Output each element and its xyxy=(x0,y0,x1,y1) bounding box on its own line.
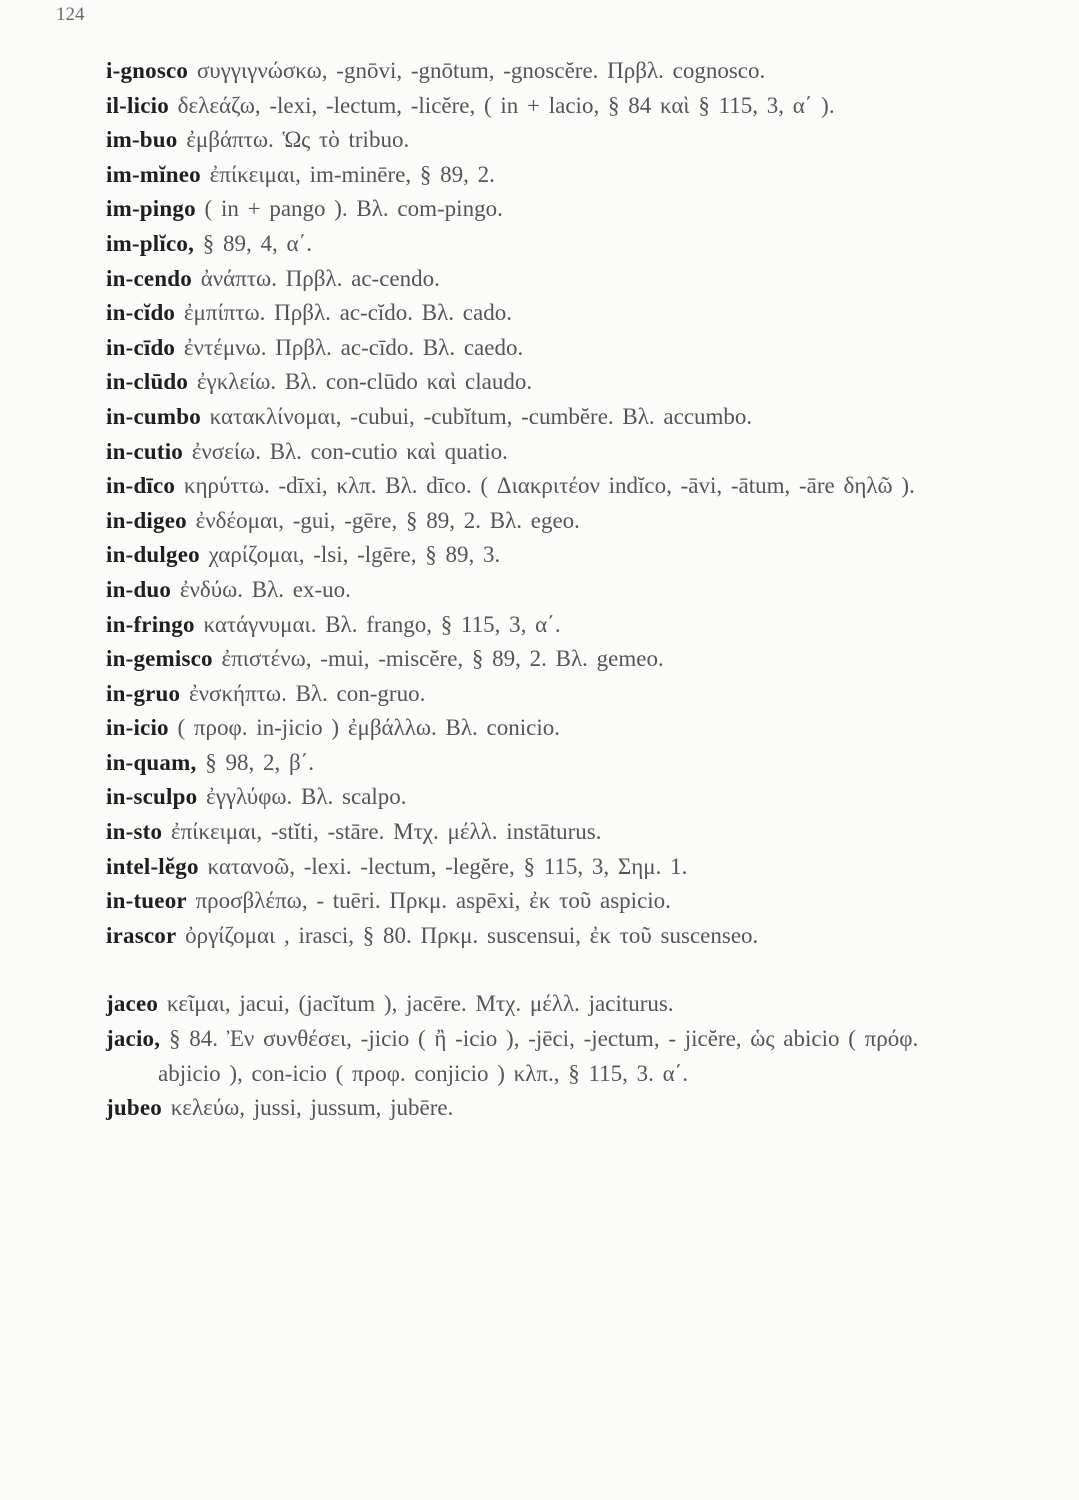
entry-definition: ἐγκλείω. Βλ. con-clūdo καὶ claudo. xyxy=(196,369,533,395)
entry-definition: κεῖμαι, jacui, (jacĭtum ), jacēre. Μτχ. μέλλ. jaciturus. xyxy=(166,991,674,1017)
entry-definition: ἐνσείω. Βλ. con-cutio καὶ quatio. xyxy=(191,438,508,464)
entry xyxy=(106,123,986,158)
entry-headword: in-dulgeo xyxy=(106,542,200,568)
entry-definition: ( προφ. in-jicio ) ἐμβάλλω. Βλ. conicio. xyxy=(177,715,560,741)
entry-headword: im-buo xyxy=(106,127,178,153)
entry xyxy=(106,538,986,573)
entry-definition: προσβλέπω, - tuēri. Πρκμ. aspēxi, ἐκ τοῦ aspicio. xyxy=(195,888,671,914)
entry-definition: § 89, 4, α΄. xyxy=(202,230,313,256)
entry-definition: συγγιγνώσκω, -gnōvi, -gnōtum, -gnoscĕre. Πρβλ. cognosco. xyxy=(196,58,766,83)
entry xyxy=(106,815,986,850)
entry-definition: ὀργίζομαι , irasci, § 80. Πρκμ. suscensui, ἐκ τοῦ suscenseo. xyxy=(185,922,759,948)
entry-definition: ἐνδέομαι, -gui, -gēre, § 89, 2. Βλ. egeo. xyxy=(195,507,580,533)
entry-headword: jubeo xyxy=(106,1095,162,1121)
entry xyxy=(106,296,986,331)
entry xyxy=(106,1022,986,1091)
entry-definition: ἐνδύω. Βλ. ex-uo. xyxy=(179,576,351,602)
entry xyxy=(106,746,986,781)
entry xyxy=(106,919,986,954)
entry-headword: in-quam, xyxy=(106,749,197,775)
entry-headword: in-dīco xyxy=(106,473,176,499)
entry-headword: in-cendo xyxy=(106,265,192,291)
entry-headword: in-digeo xyxy=(106,507,187,533)
entry xyxy=(106,642,986,677)
entry-definition: ἀνάπτω. Πρβλ. ac-cendo. xyxy=(200,265,440,291)
entry-headword: im-plĭco, xyxy=(106,230,195,256)
entry xyxy=(106,987,986,1022)
entry-definition: § 98, 2, β΄. xyxy=(205,749,315,775)
entry-definition: ἐνσκήπτω. Βλ. con-gruo. xyxy=(189,680,426,706)
entry-definition: κατακλίνομαι, -cubui, -cubĭtum, -cumbĕre. Βλ. accumbo. xyxy=(209,403,753,429)
entry-headword: jacio, xyxy=(106,1026,161,1052)
entry xyxy=(106,435,986,470)
entry-headword: i-gnosco xyxy=(106,58,189,83)
entry-headword: in-sculpo xyxy=(106,784,198,810)
entry-headword: in-cumbo xyxy=(106,403,201,429)
entry-definition: κατανοῶ, -lexi. -lectum, -legĕre, § 115, 3, Σημ. 1. xyxy=(207,853,688,879)
entry-headword: in-gruo xyxy=(106,680,181,706)
dictionary-entries xyxy=(106,54,986,1126)
entry-definition: κηρύττω. -dīxi, κλπ. Βλ. dīco. ( Διακριτέον indĭco, -āvi, -ātum, -āre δηλῶ ). xyxy=(183,473,915,499)
entry-headword: in-gemisco xyxy=(106,646,213,672)
entry xyxy=(106,54,986,89)
entry-headword: in-cutio xyxy=(106,438,183,464)
entry-definition: ( in + pango ). Βλ. com-pingo. xyxy=(204,196,503,222)
entry xyxy=(106,365,986,400)
entry xyxy=(106,158,986,193)
section-gap xyxy=(106,953,986,987)
entry-headword: im-mĭneo xyxy=(106,161,201,187)
entry-headword: intel-lĕgo xyxy=(106,853,199,879)
entry-definition: ἐμβάπτω. Ὡς τὸ tribuo. xyxy=(186,127,410,153)
entry-headword: im-pingo xyxy=(106,196,196,222)
entry-headword: irascor xyxy=(106,922,177,948)
entry-definition: § 84. Ἐν συνθέσει, -jicio ( ἢ -icio ), -jēci, -jectum, - jicĕre, ὡς abicio ( πρόφ. abjicio ), con-icio ( προφ. conjicio ) κλπ., § 115, 3. α΄. xyxy=(158,1026,919,1086)
entry-definition: ἐπίκειμαι, -stĭti, -stāre. Μτχ. μέλλ. instāturus. xyxy=(170,819,602,845)
entry-definition: χαρίζομαι, -lsi, -lgēre, § 89, 3. xyxy=(208,542,501,568)
entry xyxy=(106,504,986,539)
entry-headword: jaceo xyxy=(106,991,159,1017)
entry-definition: ἐγγλύφω. Βλ. scalpo. xyxy=(206,784,407,810)
entry-definition: κατάγνυμαι. Βλ. frango, § 115, 3, α΄. xyxy=(203,611,561,637)
entry xyxy=(106,780,986,815)
entry-headword: il-licio xyxy=(106,92,169,118)
entry-headword: in-tueor xyxy=(106,888,187,914)
entry xyxy=(106,850,986,885)
entry-definition: ἐντέμνω. Πρβλ. ac-cīdo. Βλ. caedo. xyxy=(183,334,524,360)
entry-definition: ἐπιστένω, -mui, -miscĕre, § 89, 2. Βλ. gemeo. xyxy=(221,646,664,672)
entry xyxy=(106,262,986,297)
entry xyxy=(106,331,986,366)
entry xyxy=(106,1091,986,1126)
entry-headword: in-cĭdo xyxy=(106,300,176,326)
entry xyxy=(106,677,986,712)
entry xyxy=(106,608,986,643)
entry xyxy=(106,192,986,227)
entry-definition: ἐπίκειμαι, im-minēre, § 89, 2. xyxy=(209,161,495,187)
entry-headword: in-fringo xyxy=(106,611,195,637)
entry-definition: κελεύω, jussi, jussum, jubēre. xyxy=(170,1095,454,1121)
entry-headword: in-cīdo xyxy=(106,334,176,360)
entry-headword: in-clūdo xyxy=(106,369,189,395)
entry-headword: in-sto xyxy=(106,819,163,845)
entry-definition: δελεάζω, -lexi, -lectum, -licĕre, ( in + lacio, § 84 καὶ § 115, 3, α΄ ). xyxy=(177,92,835,118)
entry-headword: in-duo xyxy=(106,576,172,602)
entry xyxy=(106,573,986,608)
entry xyxy=(106,711,986,746)
entry xyxy=(106,884,986,919)
entry xyxy=(106,400,986,435)
entry xyxy=(106,227,986,262)
entry xyxy=(106,469,986,504)
page-number: 124 xyxy=(56,4,85,25)
entry-definition: ἐμπίπτω. Πρβλ. ac-cĭdo. Βλ. cado. xyxy=(183,300,512,326)
entry xyxy=(106,89,986,124)
entry-headword: in-icio xyxy=(106,715,169,741)
